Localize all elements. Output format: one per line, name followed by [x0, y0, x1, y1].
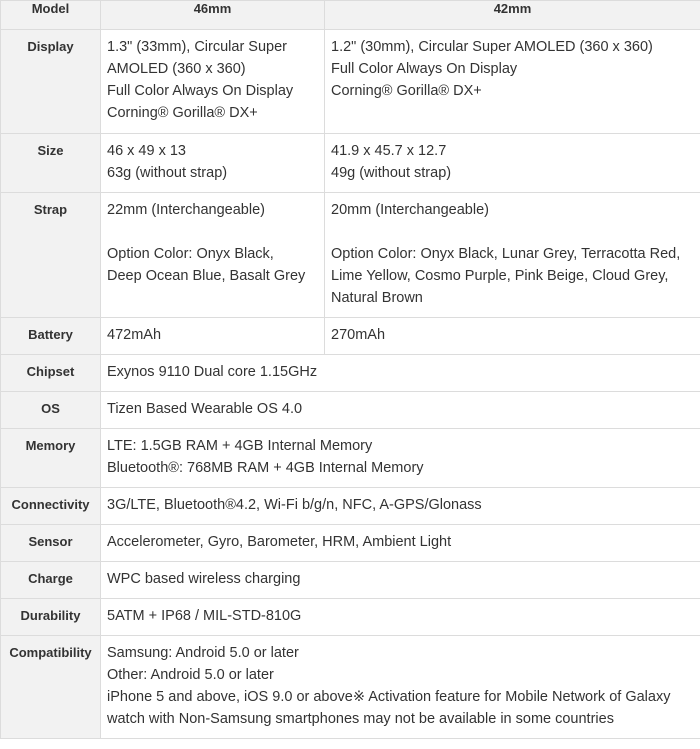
charge-value: WPC based wireless charging [101, 562, 700, 599]
connectivity-value: 3G/LTE, Bluetooth®4.2, Wi-Fi b/g/n, NFC, A-GPS/Glonass [101, 488, 700, 525]
size-42mm: 41.9 x 45.7 x 12.7 49g (without strap) [325, 134, 700, 193]
display-42mm: 1.2" (30mm), Circular Super AMOLED (360 x 360) Full Color Always On Display Corning® Gorilla® DX+ [325, 30, 700, 134]
size-46mm: 46 x 49 x 13 63g (without strap) [101, 134, 325, 193]
chipset-value: Exynos 9110 Dual core 1.15GHz [101, 355, 700, 392]
row-strap [1, 193, 700, 318]
header-model: Model [1, 1, 101, 30]
row-label: Strap [1, 193, 101, 318]
row-battery [1, 318, 700, 355]
os-value: Tizen Based Wearable OS 4.0 [101, 392, 700, 429]
durability-value: 5ATM + IP68 / MIL-STD-810G [101, 599, 700, 636]
header-row [1, 1, 700, 30]
strap-42mm: 20mm (Interchangeable) Option Color: Onyx Black, Lunar Grey, Terracotta Red, Lime Yellow, Cosmo Purple, Pink Beige, Cloud Grey, Natural Brown [325, 193, 700, 318]
row-connectivity [1, 488, 700, 525]
compatibility-value: Samsung: Android 5.0 or later Other: Android 5.0 or later iPhone 5 and above, iOS 9.0 or above※ Activation feature for Mobile Network of Galaxy watch with Non-Samsung smartphones may not be available in some countries [101, 636, 700, 739]
row-label: Size [1, 134, 101, 193]
display-46mm: 1.3" (33mm), Circular Super AMOLED (360 x 360) Full Color Always On Display Corning® Gorilla® DX+ [101, 30, 325, 134]
strap-46mm: 22mm (Interchangeable) Option Color: Onyx Black, Deep Ocean Blue, Basalt Grey [101, 193, 325, 318]
row-label: Sensor [1, 525, 101, 562]
memory-value: LTE: 1.5GB RAM + 4GB Internal Memory Bluetooth®: 768MB RAM + 4GB Internal Memory [101, 429, 700, 488]
row-label: Display [1, 30, 101, 134]
row-label: Chipset [1, 355, 101, 392]
row-label: OS [1, 392, 101, 429]
row-label: Memory [1, 429, 101, 488]
row-charge [1, 562, 700, 599]
row-size [1, 134, 700, 193]
row-label: Battery [1, 318, 101, 355]
header-46mm: 46mm [101, 1, 325, 30]
row-label: Compatibility [1, 636, 101, 739]
row-durability [1, 599, 700, 636]
sensor-value: Accelerometer, Gyro, Barometer, HRM, Ambient Light [101, 525, 700, 562]
row-label: Charge [1, 562, 101, 599]
row-chipset [1, 355, 700, 392]
battery-46mm: 472mAh [101, 318, 325, 355]
row-compatibility [1, 636, 700, 739]
row-memory [1, 429, 700, 488]
row-os [1, 392, 700, 429]
battery-42mm: 270mAh [325, 318, 700, 355]
row-label: Durability [1, 599, 101, 636]
row-display [1, 30, 700, 134]
header-42mm: 42mm [325, 1, 700, 30]
row-sensor [1, 525, 700, 562]
row-label: Connectivity [1, 488, 101, 525]
